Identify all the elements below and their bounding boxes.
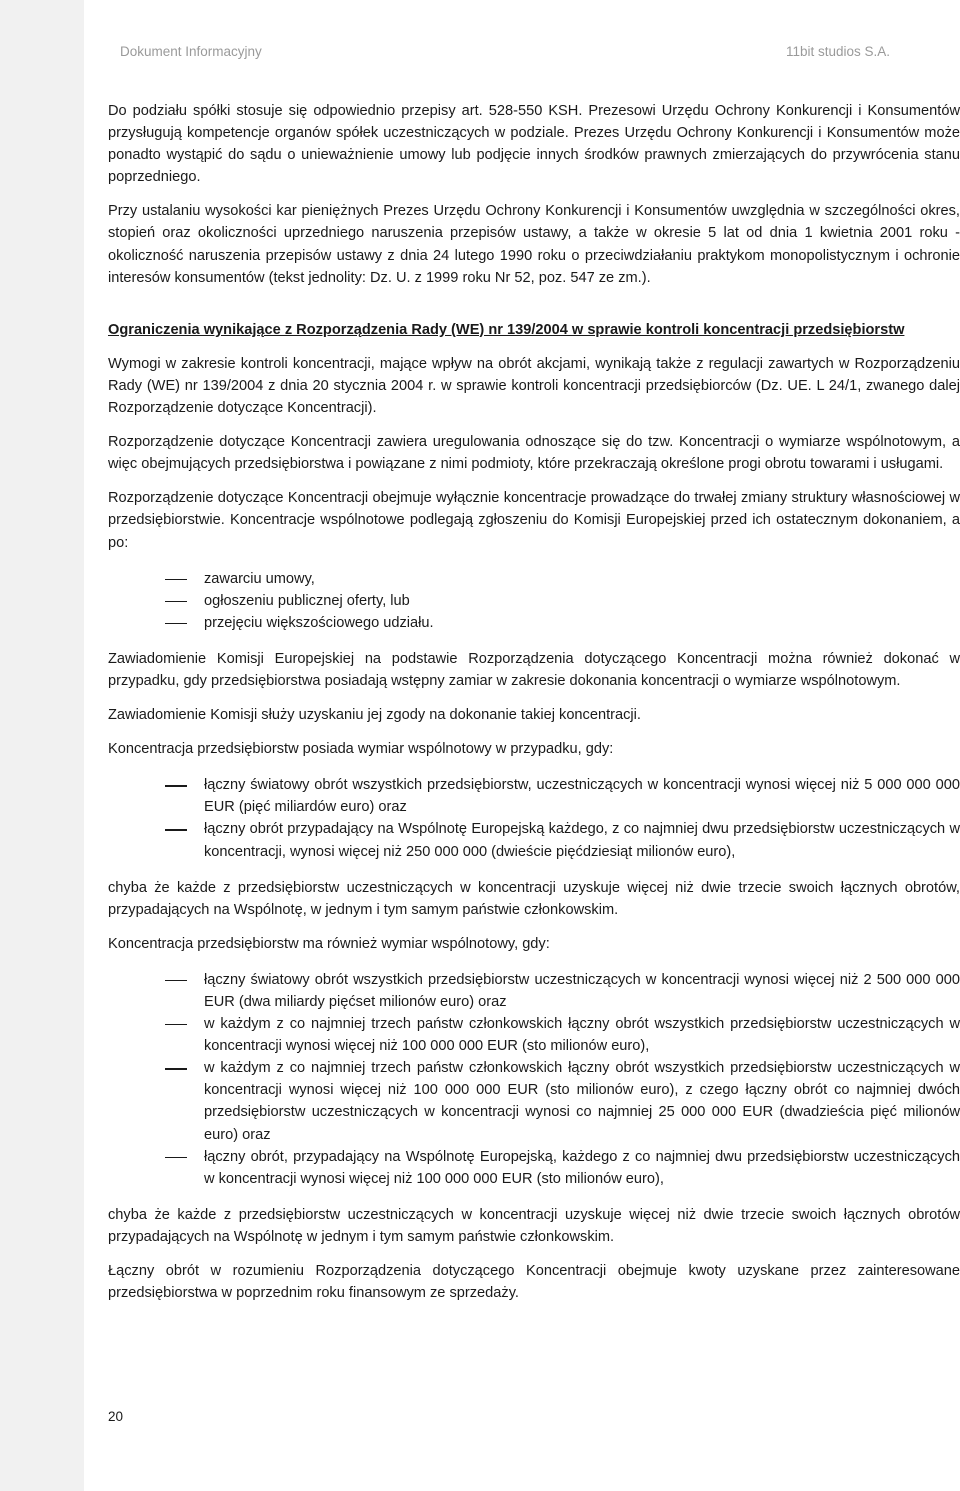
document-body xyxy=(108,100,960,1304)
list-notification-triggers xyxy=(108,568,960,634)
paragraph-division: Do podziału spółki stosuje się odpowiednio przepisy art. 528-550 KSH. Prezesowi Urzędu Ochrony Konkurencji i Konsumentów przysługują kompetencje organów spółek uczestniczących w podziale. Prezes Urzędu Ochrony Konkurencji i Konsumentów może ponadto wystąpić do sądu o unieważnienie umowy lub podjęcie innych środków prawnych zmierzających do przywrócenia stanu poprzedniego. xyxy=(108,103,960,186)
list-thresholds-b xyxy=(108,969,960,1190)
paragraph-exception-b: chyba że każde z przedsiębiorstw uczestniczących w koncentracji uzyskuje więcej niż dwie trzecie swoich łącznych obrotów przypadających na Wspólnotę w jednym i tym samym państwie członkowskim. xyxy=(108,1206,960,1245)
paragraph-regulation: Rozporządzenie dotyczące Koncentracji zawiera uregulowania odnoszące się do tzw. Koncentracji o wymiarze wspólnotowym, a więc obejmujących przedsiębiorstwa i powiązane z nimi podmioty, które przekraczają określone progi obrotu towarami i usługami. xyxy=(108,434,960,473)
paragraph-turnover: Łączny obrót w rozumieniu Rozporządzenia dotyczącego Koncentracji obejmuje kwoty uzyskane przez zainteresowane przedsiębiorstwa w poprzednim roku finansowym ze sprzedaży. xyxy=(108,1263,960,1302)
list-item: ogłoszeniu publicznej oferty, lub xyxy=(108,590,960,612)
section-heading: Ograniczenia wynikające z Rozporządzenia Rady (WE) nr 139/2004 w sprawie kontroli koncentracji przedsiębiorstw xyxy=(108,321,905,338)
paragraph-community-dimension-b: Koncentracja przedsiębiorstw ma również wymiar wspólnotowy, gdy: xyxy=(108,935,550,952)
header-document-title: Dokument Informacyjny xyxy=(120,44,262,59)
list-item: łączny obrót przypadający na Wspólnotę Europejską każdego, z co najmniej dwu przedsiębiorstw uczestniczących w koncentracji, wynosi więcej niż 250 000 000 (dwieście pięćdziesiąt milionów euro), xyxy=(108,818,960,862)
list-item: w każdym z co najmniej trzech państw członkowskich łączny obrót wszystkich przedsiębiorstw uczestniczących w koncentracji wynosi więcej niż 100 000 000 EUR (sto milionów euro), z czego łączny obrót co najmniej dwóch przedsiębiorstw uczestniczących w koncentracji wynosi co najmniej 25 000 000 EUR (dwadzieścia pięć milionów euro) oraz xyxy=(108,1057,960,1145)
paragraph-penalties: Przy ustalaniu wysokości kar pieniężnych Prezes Urzędu Ochrony Konkurencji i Konsumentów uwzględnia w szczególności okres, stopień oraz okoliczności uprzedniego naruszenia przepisów ustawy, a także w okresie 5 lat od dnia 1 kwietnia 2001 roku - okoliczność naruszenia przepisów ustawy z dnia 24 lutego 1990 roku o przeciwdziałaniu praktykom monopolistycznym i ochronie interesów konsumentów (tekst jednolity: Dz. U. z 1999 roku Nr 52, poz. 547 ze zm.). xyxy=(108,203,960,286)
list-item: łączny światowy obrót wszystkich przedsiębiorstw uczestniczących w koncentracji wynosi więcej niż 2 500 000 000 EUR (dwa miliardy pięćset milionów euro) oraz xyxy=(108,969,960,1013)
list-item: w każdym z co najmniej trzech państw członkowskich łączny obrót wszystkich przedsiębiorstw uczestniczących w koncentracji wynosi więcej niż 100 000 000 EUR (sto milionów euro), xyxy=(108,1013,960,1057)
paragraph-notification: Zawiadomienie Komisji Europejskiej na podstawie Rozporządzenia dotyczącego Koncentracji można również dokonać w przypadku, gdy przedsiębiorstwa posiadają wstępny zamiar w zakresie dokonania koncentracji o wymiarze wspólnotowym. xyxy=(108,650,960,689)
paragraph-requirements: Wymogi w zakresie kontroli koncentracji, mające wpływ na obrót akcjami, wynikają także z regulacji zawartych w Rozporządzeniu Rady (WE) nr 139/2004 z dnia 20 stycznia 2004 r. w sprawie kontroli koncentracji przedsiębiorców (Dz. UE. L 24/1, zwanego dalej Rozporządzenie dotyczące Koncentracji). xyxy=(108,355,960,417)
list-thresholds-a xyxy=(108,774,960,862)
list-item: łączny światowy obrót wszystkich przedsiębiorstw, uczestniczących w koncentracji wynosi więcej niż 5 000 000 000 EUR (pięć miliardów euro) oraz xyxy=(108,774,960,818)
list-item: łączny obrót, przypadający na Wspólnotę Europejską, każdego z co najmniej dwu przedsiębiorstw uczestniczących w koncentracji wynosi więcej niż 100 000 000 EUR (sto milionów euro), xyxy=(108,1146,960,1190)
paragraph-community-dimension: Koncentracja przedsiębiorstw posiada wymiar wspólnotowy w przypadku, gdy: xyxy=(108,741,614,758)
page-number: 20 xyxy=(108,1409,124,1424)
paragraph-scope: Rozporządzenie dotyczące Koncentracji obejmuje wyłącznie koncentracje prowadzące do trwałej zmiany struktury własnościowej w przedsiębiorstwie. Koncentracje wspólnotowe podlegają zgłoszeniu do Komisji Europejskiej przed ich ostatecznym dokonaniem, a po: xyxy=(108,490,960,551)
paragraph-consent: Zawiadomienie Komisji służy uzyskaniu jej zgody na dokonanie takiej koncentracji. xyxy=(108,707,641,724)
header-company-name: 11bit studios S.A. xyxy=(786,44,891,59)
list-item: przejęciu większościowego udziału. xyxy=(108,612,960,634)
paragraph-exception-a: chyba że każde z przedsiębiorstw uczestniczących w koncentracji uzyskuje więcej niż dwie trzecie swoich łącznych obrotów, przypadających na Wspólnotę, w jednym i tym samym państwie członkowskim. xyxy=(108,879,960,918)
list-item: zawarciu umowy, xyxy=(108,568,960,590)
